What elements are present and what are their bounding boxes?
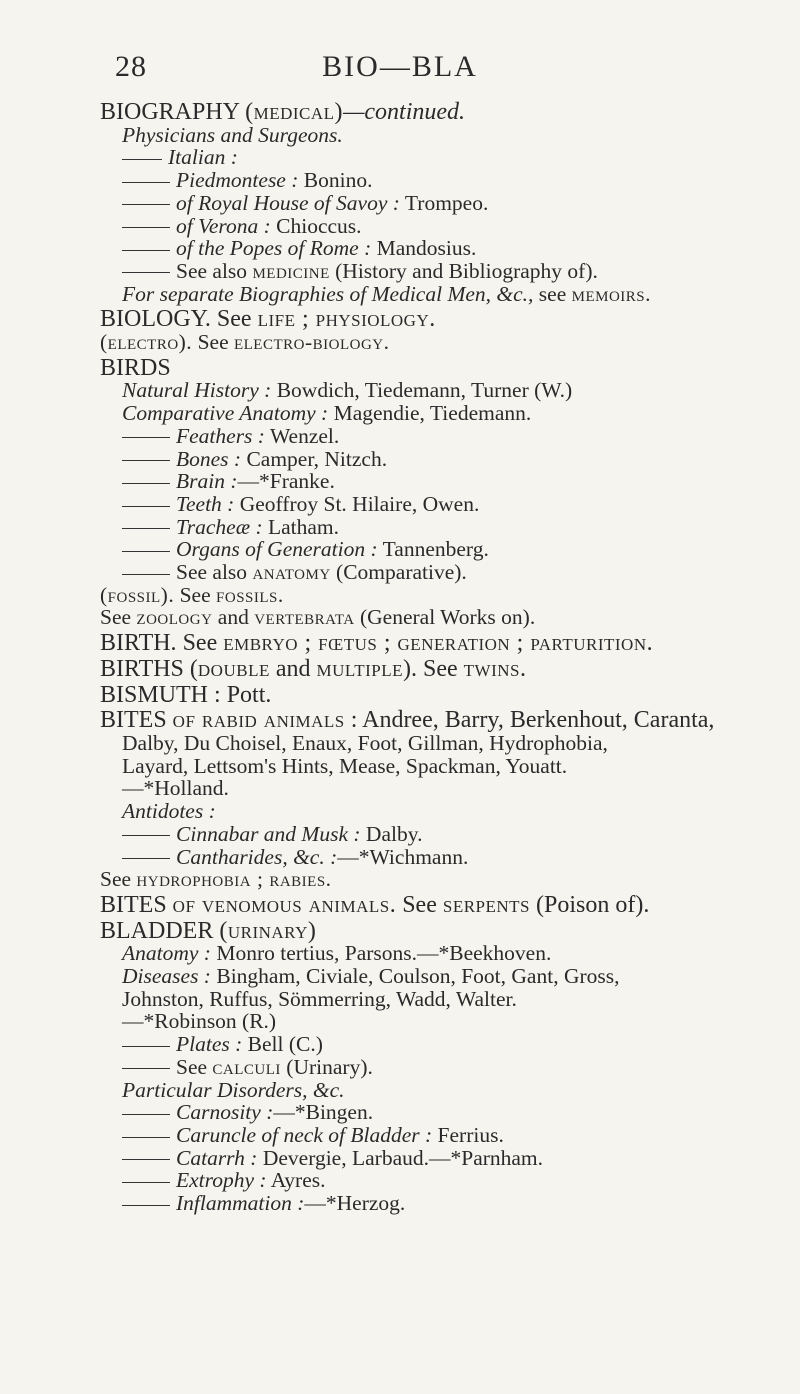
dash-rule xyxy=(122,858,170,859)
dash-rule xyxy=(122,159,162,160)
bites-rabid-line4: —*Holland. xyxy=(122,776,229,801)
biography-see-also: See also medicine (History and Bibliography of). xyxy=(100,260,740,283)
biography-popes: of the Popes of Rome : Mandosius. xyxy=(100,237,740,260)
bites-antidotes: Antidotes : xyxy=(122,799,216,824)
dash-rule xyxy=(122,528,170,529)
dash-rule xyxy=(122,551,170,552)
bladder-inflammation: Inflammation :—*Herzog. xyxy=(100,1192,740,1215)
entry-bismuth: BISMUTH : Pott. xyxy=(100,681,272,708)
birds-comparative-anatomy: Comparative Anatomy : Magendie, Tiedemann. xyxy=(122,401,532,426)
birds-see-also: See also anatomy (Comparative). xyxy=(100,561,740,584)
dash-rule xyxy=(122,182,170,183)
birds-fossil: (fossil). See fossils. xyxy=(100,582,284,607)
running-title: BIO—BLA xyxy=(322,50,478,83)
dash-rule xyxy=(122,1068,170,1069)
page-header xyxy=(0,50,800,90)
dash-rule xyxy=(122,835,170,836)
bladder-diseases-line2: Johnston, Ruffus, Sömmerring, Wadd, Walter. xyxy=(122,986,517,1011)
entry-births: BIRTHS (double and multiple). See twins. xyxy=(100,655,527,682)
biography-separate: For separate Biographies of Medical Men, &c., see memoirs. xyxy=(122,281,652,306)
birds-see-zoology: See zoology and vertebrata (General Works on). xyxy=(100,605,536,630)
dash-rule xyxy=(122,437,170,438)
page-number: 28 xyxy=(115,50,147,83)
entry-bites-rabid: BITES of rabid animals : Andree, Barry, Berkenhout, Caranta, xyxy=(100,707,715,734)
birds-brain: Brain :—*Franke. xyxy=(100,470,740,493)
dash-rule xyxy=(122,227,170,228)
birds-bones: Bones : Camper, Nitzch. xyxy=(100,448,740,471)
entry-biology: BIOLOGY. See life ; physiology. xyxy=(100,306,436,333)
bladder-caruncle: Caruncle of neck of Bladder : Ferrius. xyxy=(100,1124,740,1147)
bladder-diseases: Diseases : Bingham, Civiale, Coulson, Foot, Gant, Gross, xyxy=(122,964,620,989)
dash-rule xyxy=(122,574,170,575)
dash-rule xyxy=(122,1159,170,1160)
bites-rabid-line2: Dalby, Du Choisel, Enaux, Foot, Gillman, Hydrophobia, xyxy=(122,730,608,755)
biography-verona: of Verona : Chioccus. xyxy=(100,215,740,238)
birds-tracheae: Tracheæ : Latham. xyxy=(100,516,740,539)
bladder-anatomy: Anatomy : Monro tertius, Parsons.—*Beekhoven. xyxy=(122,941,552,966)
bladder-carnosity: Carnosity :—*Bingen. xyxy=(100,1101,740,1124)
bites-rabid-line3: Layard, Lettsom's Hints, Mease, Spackman, Youatt. xyxy=(122,753,568,778)
bladder-diseases-line3: —*Robinson (R.) xyxy=(122,1009,277,1034)
dash-rule xyxy=(122,250,170,251)
birds-teeth: Teeth : Geoffroy St. Hilaire, Owen. xyxy=(100,493,740,516)
dash-rule xyxy=(122,460,170,461)
entry-biography-heading: BIOGRAPHY (medical)—continued. xyxy=(100,99,466,125)
bladder-see-calculi: See calculi (Urinary). xyxy=(100,1056,740,1079)
dash-rule xyxy=(122,1137,170,1138)
dash-rule xyxy=(122,272,170,273)
bladder-extrophy: Extrophy : Ayres. xyxy=(100,1169,740,1192)
dash-rule xyxy=(122,483,170,484)
dash-rule xyxy=(122,1114,170,1115)
bites-see-hydrophobia: See hydrophobia ; rabies. xyxy=(100,867,332,892)
bites-cinnabar: Cinnabar and Musk : Dalby. xyxy=(100,823,740,846)
dash-rule xyxy=(122,506,170,507)
birds-feathers: Feathers : Wenzel. xyxy=(100,425,740,448)
biology-electro: (electro). See electro-biology. xyxy=(100,330,390,355)
birds-natural-history: Natural History : Bowdich, Tiedemann, Turner (W.) xyxy=(122,378,573,403)
biography-italian: Italian : xyxy=(100,146,740,169)
dash-rule xyxy=(122,204,170,205)
birds-organs-generation: Organs of Generation : Tannenberg. xyxy=(100,538,740,561)
bladder-plates: Plates : Bell (C.) xyxy=(100,1033,740,1056)
biography-subheading: Physicians and Surgeons. xyxy=(122,122,343,147)
index-content xyxy=(100,98,740,1215)
entry-bites-venomous: BITES of venomous animals. See serpents (Poison of). xyxy=(100,891,650,918)
biography-royal-savoy: of Royal House of Savoy : Trompeo. xyxy=(100,192,740,215)
dash-rule xyxy=(122,1205,170,1206)
entry-bladder-heading: BLADDER (urinary) xyxy=(100,917,317,944)
entry-birth: BIRTH. See embryo ; fœtus ; generation ; parturition. xyxy=(100,630,654,657)
bladder-catarrh: Catarrh : Devergie, Larbaud.—*Parnham. xyxy=(100,1147,740,1170)
entry-birds-heading: BIRDS xyxy=(100,354,171,381)
dash-rule xyxy=(122,1182,170,1183)
dash-rule xyxy=(122,1046,170,1047)
biography-piedmontese: Piedmontese : Bonino. xyxy=(100,169,740,192)
bladder-particular: Particular Disorders, &c. xyxy=(122,1077,345,1102)
bites-cantharides: Cantharides, &c. :—*Wichmann. xyxy=(100,846,740,869)
